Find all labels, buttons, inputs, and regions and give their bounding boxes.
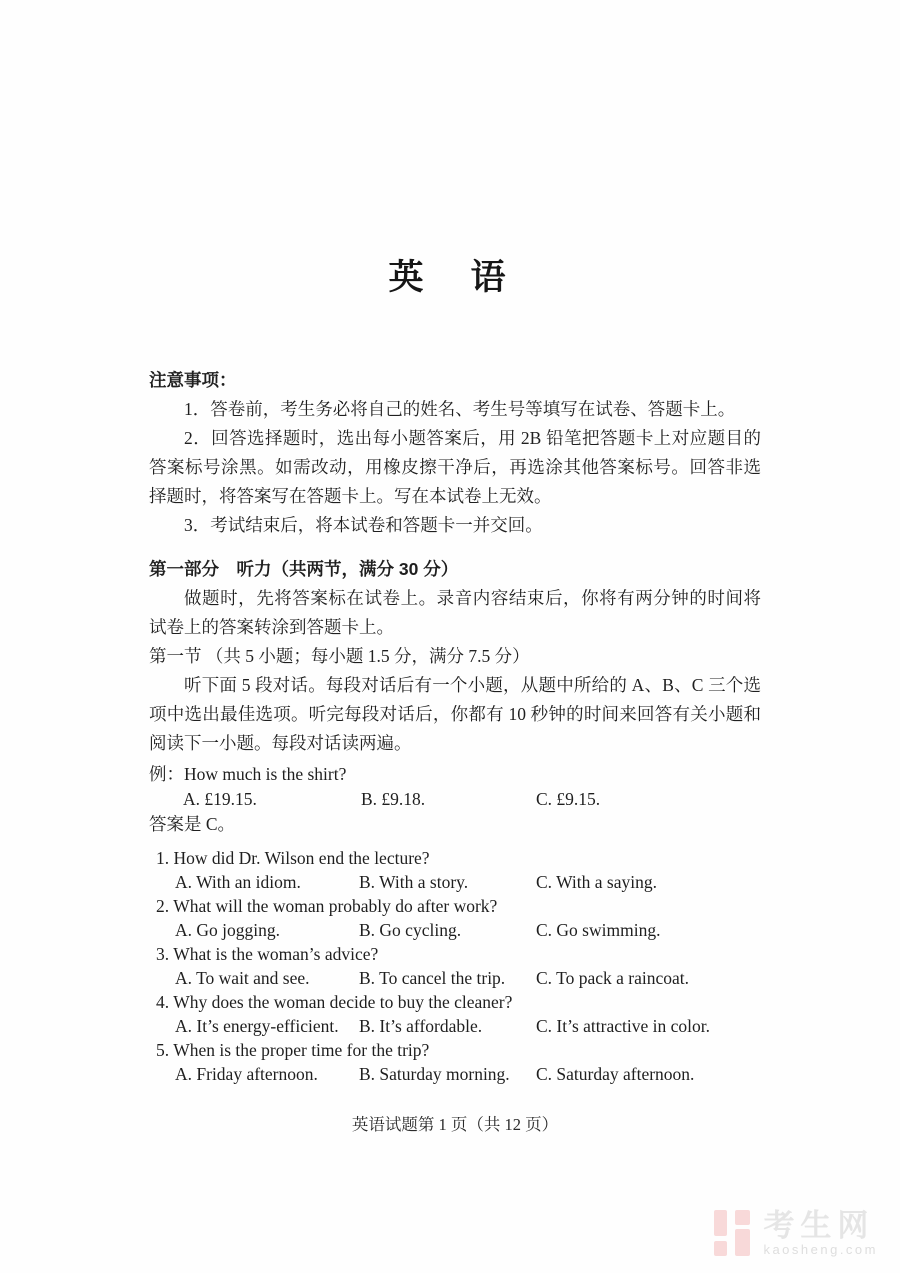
question-text bbox=[149, 990, 761, 1014]
question-text bbox=[149, 894, 761, 918]
example-option-c: C. £9.15. bbox=[536, 789, 601, 809]
question-list bbox=[149, 846, 761, 1086]
notice-item-2: 2．回答选择题时，选出每小题答案后，用 2B 铅笔把答题卡上对应题目的答案标号涂黑。如需改动，用橡皮擦干净后，再选涂其他答案标号。回答非选择题时，将答案写在答题卡上。写在本试卷上无效。 bbox=[149, 428, 761, 506]
question-number: 4. bbox=[156, 992, 170, 1012]
question-options bbox=[149, 966, 761, 990]
example-block bbox=[149, 762, 761, 837]
section1-heading: 第一节 （共 5 小题；每小题 1.5 分，满分 7.5 分） bbox=[149, 646, 530, 666]
section1-instructions: 听下面 5 段对话。每段对话后有一个小题，从题中所给的 A、B、C 三个选项中选出最佳选项。听完每段对话后，你都有 10 秒钟的时间来回答有关小题和阅读下一小题。每段对话读两遍。 bbox=[149, 675, 761, 753]
page-title: 英 语 bbox=[388, 258, 512, 297]
option-b: B. Saturday morning. bbox=[359, 1064, 510, 1084]
option-c: C. It’s attractive in color. bbox=[536, 1016, 710, 1036]
question-body: When is the proper time for the trip? bbox=[173, 1040, 430, 1060]
example-question: 例：How much is the shirt? bbox=[149, 764, 347, 784]
example-option-b: B. £9.18. bbox=[361, 789, 426, 809]
option-a: A. Friday afternoon. bbox=[175, 1064, 318, 1084]
question-body: Why does the woman decide to buy the cleaner? bbox=[173, 992, 513, 1012]
question-options bbox=[149, 918, 761, 942]
option-a: A. With an idiom. bbox=[175, 872, 301, 892]
question-options bbox=[149, 1062, 761, 1086]
logo-block bbox=[735, 1229, 750, 1256]
question-text bbox=[149, 1038, 761, 1062]
question-body: What is the woman’s advice? bbox=[173, 944, 379, 964]
paper-content bbox=[149, 366, 761, 1139]
kaosheng-logo-icon bbox=[714, 1210, 750, 1256]
question-text bbox=[149, 846, 761, 870]
option-c: C. Saturday afternoon. bbox=[536, 1064, 695, 1084]
question-options bbox=[149, 1014, 761, 1038]
question-number: 3. bbox=[156, 944, 170, 964]
part1-intro: 做题时，先将答案标在试卷上。录音内容结束后，你将有两分钟的时间将试卷上的答案转涂到答题卡上。 bbox=[149, 588, 761, 637]
option-a: A. Go jogging. bbox=[175, 920, 280, 940]
logo-block bbox=[714, 1210, 727, 1236]
question-options bbox=[149, 870, 761, 894]
option-a: A. To wait and see. bbox=[175, 968, 310, 988]
logo-block bbox=[735, 1210, 750, 1225]
example-option-a: A. £19.15. bbox=[183, 789, 257, 809]
option-c: C. With a saying. bbox=[536, 872, 657, 892]
question-number: 2. bbox=[156, 896, 170, 916]
question-number: 5. bbox=[156, 1040, 170, 1060]
logo-block bbox=[714, 1241, 727, 1256]
option-b: B. It’s affordable. bbox=[359, 1016, 483, 1036]
watermark-domain: kaosheng.com bbox=[763, 1242, 878, 1257]
page-footer: 英语试题第 1 页（共 12 页） bbox=[351, 1115, 559, 1134]
question-body: How did Dr. Wilson end the lecture? bbox=[173, 848, 430, 868]
notice-heading: 注意事项： bbox=[149, 370, 237, 390]
question-text bbox=[149, 942, 761, 966]
option-c: C. Go swimming. bbox=[536, 920, 661, 940]
question-body: What will the woman probably do after work? bbox=[173, 896, 498, 916]
notice-item-3: 3．考试结束后，将本试卷和答题卡一并交回。 bbox=[184, 515, 543, 535]
option-a: A. It’s energy-efficient. bbox=[175, 1016, 339, 1036]
kaosheng-watermark bbox=[714, 1209, 878, 1257]
option-b: B. To cancel the trip. bbox=[359, 968, 506, 988]
option-c: C. To pack a raincoat. bbox=[536, 968, 689, 988]
option-b: B. With a story. bbox=[359, 872, 469, 892]
question-number: 1. bbox=[156, 848, 170, 868]
watermark-brand: 考生网 bbox=[763, 1208, 875, 1243]
watermark-text bbox=[763, 1209, 878, 1257]
notice-item-1: 1．答卷前，考生务必将自己的姓名、考生号等填写在试卷、答题卡上。 bbox=[184, 399, 736, 419]
example-options bbox=[149, 787, 761, 812]
part1-heading: 第一部分 听力（共两节，满分 30 分） bbox=[149, 559, 459, 579]
option-b: B. Go cycling. bbox=[359, 920, 462, 940]
example-answer-note: 答案是 C。 bbox=[149, 814, 236, 834]
